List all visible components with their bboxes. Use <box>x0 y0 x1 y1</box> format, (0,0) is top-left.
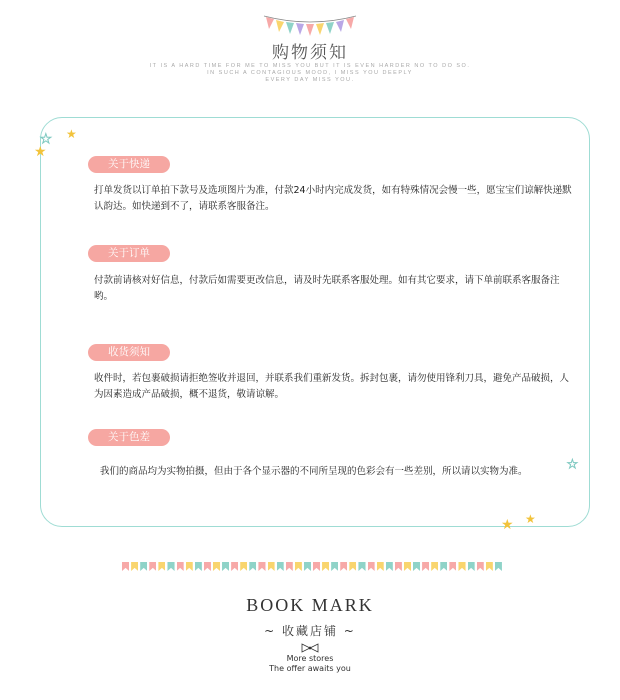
ribbon-flag <box>331 562 338 571</box>
ribbon-flag <box>204 562 211 571</box>
subtitle-line: IN SUCH A CONTAGIOUS MOOD, I MISS YOU DEEPLY <box>207 70 413 76</box>
ribbon-flag <box>231 562 238 571</box>
ribbon-flag <box>258 562 265 571</box>
ribbon-flag <box>195 562 202 571</box>
star-icon: ★ <box>34 144 47 160</box>
ribbon-flag <box>158 562 165 571</box>
ribbon-flag <box>240 562 247 571</box>
ribbon-divider <box>122 562 502 571</box>
section-label-express: 关于快递 <box>88 156 170 173</box>
ribbon-flag <box>458 562 465 571</box>
ribbon-flag <box>486 562 493 571</box>
page-title: 购物须知 <box>272 43 348 63</box>
ribbon-flag <box>304 562 311 571</box>
section-label-color: 关于色差 <box>88 429 170 446</box>
ribbon-flag <box>167 562 174 571</box>
bow-icon <box>299 643 321 653</box>
ribbon-flag <box>495 562 502 571</box>
ribbon-flag <box>186 562 193 571</box>
subtitle-line: EVERY DAY MISS YOU. <box>265 77 355 83</box>
ribbon-flag <box>177 562 184 571</box>
star-icon: ★ <box>501 517 514 533</box>
ribbon-flag <box>449 562 456 571</box>
ribbon-flag <box>358 562 365 571</box>
ribbon-flag <box>404 562 411 571</box>
ribbon-flag <box>340 562 347 571</box>
ribbon-flag <box>131 562 138 571</box>
page-subtitle <box>0 63 620 84</box>
offer-text: The offer awaits you <box>269 664 351 673</box>
ribbon-flag <box>286 562 293 571</box>
ribbon-flag <box>468 562 475 571</box>
ribbon-flag <box>149 562 156 571</box>
more-stores-text: More stores <box>286 654 334 663</box>
ribbon-flag <box>249 562 256 571</box>
ribbon-flag <box>213 562 220 571</box>
star-icon: ★ <box>525 512 536 526</box>
ribbon-flag <box>122 562 129 571</box>
ribbon-flag <box>431 562 438 571</box>
ribbon-flag <box>277 562 284 571</box>
ribbon-flag <box>268 562 275 571</box>
ribbon-flag <box>395 562 402 571</box>
section-text-express: 打单发货以订单拍下款号及选项图片为准，付款24小时内完成发货，如有特殊情况会慢一些，愿宝宝们谅解快递默认韵达。如快递到不了，请联系客服备注。 <box>94 185 572 212</box>
ribbon-flag <box>386 562 393 571</box>
ribbon-flag <box>377 562 384 571</box>
section-text-color: 我们的商品均为实物拍摄，但由于各个显示器的不同所呈现的色彩会有一些差别，所以请以实物为准。 <box>100 466 528 477</box>
ribbon-flag <box>477 562 484 571</box>
star-icon: ★ <box>40 132 52 147</box>
section-label-order: 关于订单 <box>88 245 170 262</box>
ribbon-flag <box>368 562 375 571</box>
ribbon-flag <box>222 562 229 571</box>
ribbon-flag <box>422 562 429 571</box>
section-label-receipt: 收货须知 <box>88 344 170 361</box>
ribbon-flag <box>313 562 320 571</box>
section-text-order: 付款前请核对好信息，付款后如需要更改信息，请及时先联系客服处理。如有其它要求，请下单前联系客服备注哟。 <box>94 275 560 302</box>
section-text-receipt: 收件时，若包裹破损请拒绝签收并退回，并联系我们重新发货。拆封包裹，请勿使用锋利刀具，避免产品破损，人为因素造成产品破损，概不退货，敬请谅解。 <box>94 373 570 400</box>
ribbon-flag <box>322 562 329 571</box>
ribbon-flag <box>440 562 447 571</box>
ribbon-flag <box>140 562 147 571</box>
ribbon-flag <box>413 562 420 571</box>
favorite-shop-link[interactable]: ~ 收藏店铺 ~ <box>264 624 356 638</box>
bunting-icon <box>262 12 358 38</box>
star-icon: ★ <box>66 127 77 141</box>
bookmark-title[interactable]: BOOK MARK <box>246 595 374 615</box>
subtitle-line: IT IS A HARD TIME FOR ME TO MISS YOU BUT IT IS EVEN HARDER NO TO DO SO. <box>149 63 471 69</box>
star-icon: ★ <box>567 457 578 471</box>
ribbon-flag <box>295 562 302 571</box>
ribbon-flag <box>349 562 356 571</box>
